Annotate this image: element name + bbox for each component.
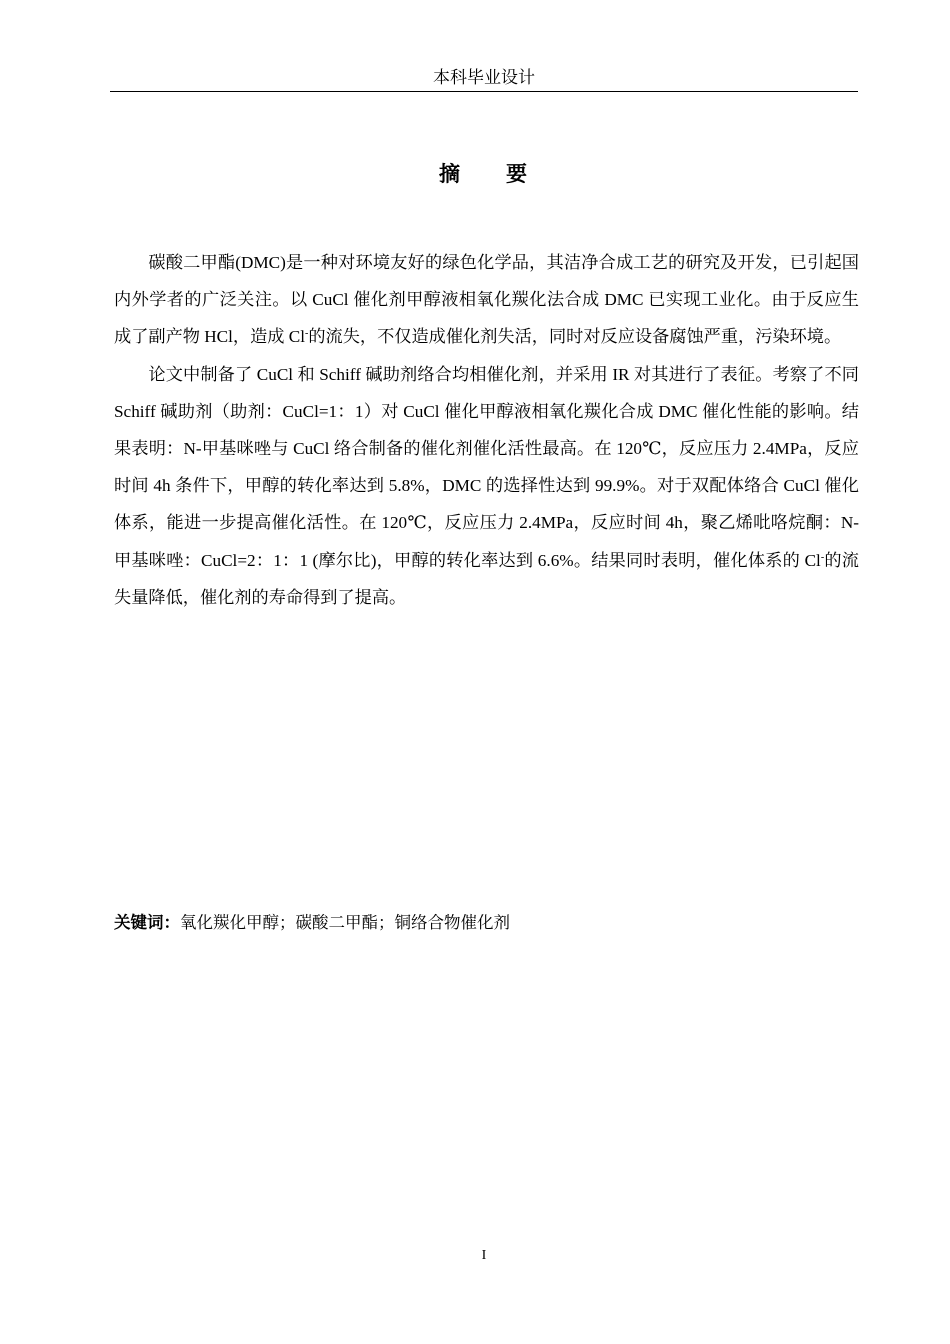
keywords-label: 关键词： bbox=[114, 913, 180, 932]
paragraph-1-end: 的流失，不仅造成催化剂失活，同时对反应设备腐蚀严重，污染环境。 bbox=[308, 327, 842, 347]
keywords-value: 氧化羰化甲醇；碳酸二甲酯；铜络合物催化剂 bbox=[180, 913, 510, 932]
superscript-minus: - bbox=[820, 551, 825, 563]
abstract-title-char2: 要 bbox=[506, 162, 529, 186]
header-rule bbox=[110, 91, 858, 92]
paragraph-2-text: 论文中制备了 CuCl 和 Schiff 碱助剂络合均相催化剂，并采用 IR 对其进行了表征。考察了不同 Schiff 碱助剂（助剂：CuCl=1：1）对 CuCl 催化甲醇液相氧化羰化合成 DMC 催化性能的影响。结果表明：N-甲基咪唑与 CuCl 络合制备的催化剂催化活性最高。在 120℃，反应压力 2.4MPa，反应时间 4h 条件下，甲醇的转化率达到 5.8%，DMC 的选择性达到 99.9%。对于双配体络合 CuCl 催化体系，能进一步提高催化活性。在 120℃，反应压力 2.4MPa，反应时间 4h，聚乙烯吡咯烷酮：N-甲基咪唑：CuCl=2：1：1 (摩尔比)，甲醇的转化率达到 6.6%。结果同时表明，催化体系的 Cl bbox=[114, 364, 859, 570]
abstract-title-char1: 摘 bbox=[439, 162, 462, 186]
abstract-paragraph-1 bbox=[114, 244, 859, 356]
paragraph-1-text: 碳酸二甲酯(DMC)是一种对环境友好的绿色化学品，其洁净合成工艺的研究及开发，已引起国内外学者的广泛关注。以 CuCl 催化剂甲醇液相氧化羰化法合成 DMC 已实现工业化。由于反应生成了副产物 HCl，造成 Cl bbox=[114, 253, 859, 347]
page-number: I bbox=[481, 1248, 487, 1263]
abstract-body bbox=[114, 244, 859, 616]
keywords-line bbox=[114, 907, 859, 939]
paragraph-2-end: 的流失量降低，催化剂的寿命得到了提高。 bbox=[114, 550, 859, 607]
superscript-minus: - bbox=[305, 328, 309, 340]
abstract-title bbox=[110, 158, 858, 188]
abstract-paragraph-2 bbox=[114, 356, 859, 616]
running-header: 本科毕业设计 bbox=[433, 68, 535, 87]
